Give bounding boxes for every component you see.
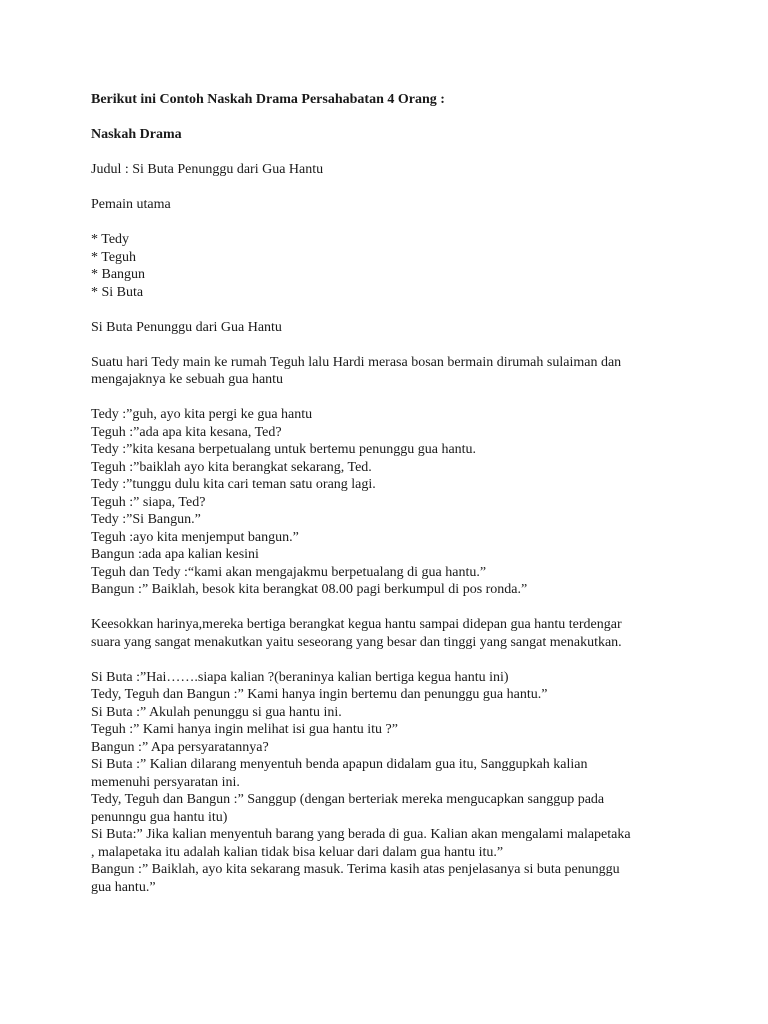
- dialog-line: Si Buta:” Jika kalian menyentuh barang yang berada di gua. Kalian akan mengalami malapetaka: [91, 827, 631, 842]
- spacer: [91, 144, 691, 162]
- spacer: [91, 651, 691, 669]
- cast-item: * Teguh: [91, 249, 137, 265]
- dialog-line: Tedy, Teguh dan Bangun :” Kami hanya ingin bertemu dan penunggu gua hantu.”: [91, 687, 548, 702]
- intro-paragraph: [91, 354, 691, 389]
- dialog-section-2: [91, 669, 691, 897]
- cast-label: Pemain utama: [91, 197, 171, 212]
- paragraph-line: suara yang sangat menakutkan yaitu seseorang yang besar dan tinggi yang sangat menakutkan.: [91, 634, 622, 650]
- dialog-line: Bangun :” Baiklah, besok kita berangkat 08.00 pagi berkumpul di pos ronda.”: [91, 582, 528, 597]
- document-subheading: Naskah Drama: [91, 127, 182, 142]
- dialog-line: Bangun :ada apa kalian kesini: [91, 547, 259, 562]
- dialog-section-1: [91, 406, 691, 599]
- dialog-line: Teguh :”ada apa kita kesana, Ted?: [91, 424, 282, 440]
- dialog-line: Teguh :ayo kita menjemput bangun.”: [91, 529, 299, 545]
- spacer: [91, 214, 691, 232]
- spacer: [91, 336, 691, 354]
- dialog-line: Bangun :” Apa persyaratannya?: [91, 739, 269, 755]
- dialog-line: Teguh dan Tedy :“kami akan mengajakmu berpetualang di gua hantu.”: [91, 564, 487, 580]
- paragraph-line: mengajaknya ke sebuah gua hantu: [91, 372, 284, 387]
- spacer: [91, 389, 691, 407]
- dialog-line: Teguh :”baiklah ayo kita berangkat sekarang, Ted.: [91, 459, 372, 475]
- cast-item: * Tedy: [91, 232, 130, 247]
- cast-list: [91, 231, 691, 301]
- dialog-line: , malapetaka itu adalah kalian tidak bisa keluar dari dalam gua hantu itu.”: [91, 844, 504, 860]
- narration-paragraph: [91, 616, 691, 651]
- dialog-line: memenuhi persyaratan ini.: [91, 774, 240, 790]
- dialog-line: Si Buta :”Hai…….siapa kalian ?(beraninya kalian bertiga kegua hantu ini): [91, 669, 509, 685]
- dialog-line: Tedy :”kita kesana berpetualang untuk bertemu penunggu gua hantu.: [91, 442, 477, 457]
- spacer: [91, 599, 691, 617]
- dialog-line: Si Buta :” Kalian dilarang menyentuh benda apapun didalam gua itu, Sanggupkah kalian: [91, 757, 588, 772]
- spacer: [91, 179, 691, 197]
- cast-item: * Si Buta: [91, 284, 144, 300]
- dialog-line: Tedy :”guh, ayo kita pergi ke gua hantu: [91, 407, 313, 422]
- paragraph-line: Suatu hari Tedy main ke rumah Teguh lalu Hardi merasa bosan bermain dirumah sulaiman dan: [91, 354, 622, 370]
- story-title: Si Buta Penunggu dari Gua Hantu: [91, 319, 282, 335]
- document-body: [91, 91, 691, 896]
- cast-item: * Bangun: [91, 267, 146, 282]
- dialog-line: Bangun :” Baiklah, ayo kita sekarang masuk. Terima kasih atas penjelasanya si buta penunggu: [91, 862, 620, 877]
- dialog-line: gua hantu.”: [91, 879, 156, 895]
- dialog-line: Tedy, Teguh dan Bangun :” Sanggup (dengan berteriak mereka mengucapkan sanggup pada: [91, 792, 605, 807]
- dialog-line: Teguh :” Kami hanya ingin melihat isi gua hantu itu ?”: [91, 722, 398, 737]
- dialog-line: Teguh :” siapa, Ted?: [91, 494, 206, 510]
- paragraph-line: Keesokkan harinya,mereka bertiga berangkat kegua hantu sampai didepan gua hantu terdengar: [91, 617, 622, 632]
- spacer: [91, 109, 691, 127]
- dialog-line: Tedy :”Si Bangun.”: [91, 512, 201, 527]
- dialog-line: penunngu gua hantu itu): [91, 809, 228, 825]
- drama-title: Judul : Si Buta Penunggu dari Gua Hantu: [91, 162, 324, 177]
- dialog-line: Tedy :”tunggu dulu kita cari teman satu orang lagi.: [91, 477, 376, 492]
- dialog-line: Si Buta :” Akulah penunggu si gua hantu ini.: [91, 704, 342, 720]
- document-heading: Berikut ini Contoh Naskah Drama Persahabatan 4 Orang :: [91, 92, 445, 107]
- spacer: [91, 301, 691, 319]
